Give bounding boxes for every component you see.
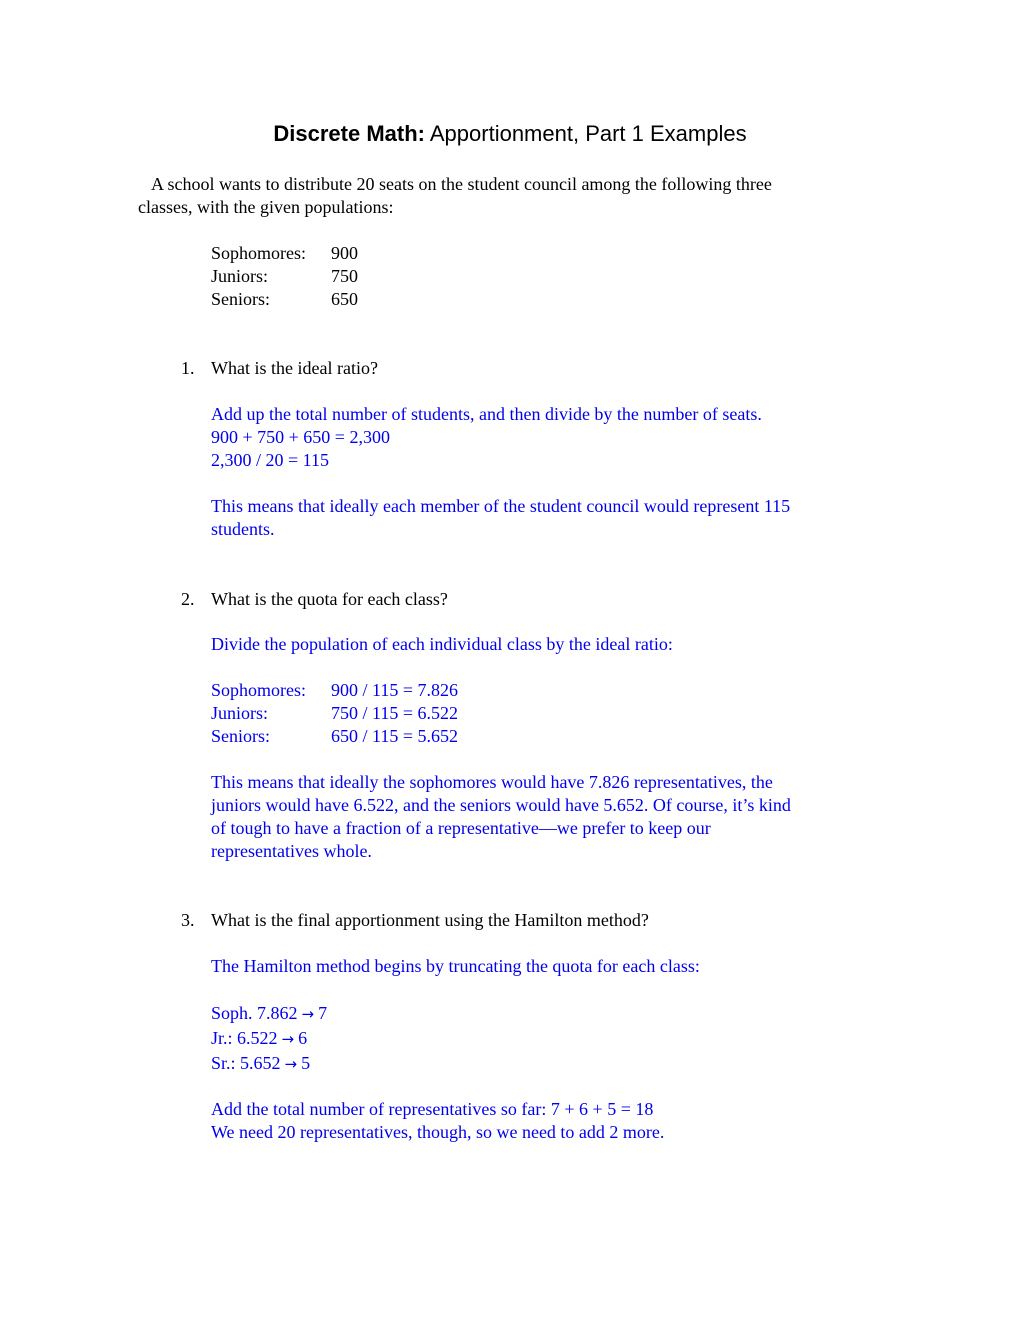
q2-number: 2. — [181, 589, 195, 609]
quota-table — [211, 679, 458, 748]
q1-answer-line: 2,300 / 20 = 115 — [211, 450, 329, 470]
q2-meaning-line: This means that ideally the sophomores would have 7.826 representatives, the — [211, 772, 773, 792]
population-row: Seniors: 650 — [211, 289, 358, 309]
q1-meaning-line: students. — [211, 519, 275, 539]
q3-sum-line: Add the total number of representatives so far: 7 + 6 + 5 = 18 — [211, 1099, 654, 1119]
q3-answer: The Hamilton method begins by truncating the quota for each class: — [211, 956, 700, 976]
q2-answer: Divide the population of each individual class by the ideal ratio: — [211, 634, 673, 654]
q2-meaning-line: of tough to have a fraction of a representative—we prefer to keep our — [211, 818, 711, 838]
q1-meaning-line: This means that ideally each member of the student council would represent 115 — [211, 496, 791, 516]
title-bold: Discrete Math: — [273, 121, 425, 146]
arrow-right-icon: → — [301, 1005, 315, 1023]
arrow-right-icon: → — [284, 1055, 298, 1073]
population-table — [211, 242, 358, 311]
truncation-row: Jr.: 6.522 → 6 — [211, 1028, 308, 1048]
truncation-row: Sr.: 5.652 → 5 — [211, 1053, 311, 1073]
population-row: Sophomores: 900 — [211, 243, 358, 263]
q2-question: What is the quota for each class? — [211, 589, 448, 609]
intro-line-2: classes, with the given populations: — [138, 197, 394, 217]
q3-sum-line: We need 20 representatives, though, so we need to add 2 more. — [211, 1122, 665, 1142]
intro-line-1: A school wants to distribute 20 seats on the student council among the following three — [151, 174, 772, 194]
page-title — [0, 121, 1020, 147]
arrow-right-icon: → — [281, 1030, 295, 1048]
q2-meaning-line: juniors would have 6.522, and the seniors would have 5.652. Of course, it’s kind — [211, 795, 791, 815]
q3-question: What is the final apportionment using the Hamilton method? — [211, 910, 649, 930]
truncation-row: Soph. 7.862 → 7 — [211, 1003, 328, 1023]
q2-meaning-line: representatives whole. — [211, 841, 372, 861]
q1-number: 1. — [181, 358, 195, 378]
q1-question: What is the ideal ratio? — [211, 358, 378, 378]
quota-row: Sophomores: 900 / 115 = 7.826 — [211, 680, 458, 700]
title-rest: Apportionment, Part 1 Examples — [424, 121, 747, 146]
quota-row: Seniors: 650 / 115 = 5.652 — [211, 726, 458, 746]
q1-answer-line: Add up the total number of students, and then divide by the number of seats. — [211, 404, 762, 424]
population-row: Juniors: 750 — [211, 266, 358, 286]
q1-answer-line: 900 + 750 + 650 = 2,300 — [211, 427, 390, 447]
q3-number: 3. — [181, 910, 195, 930]
quota-row: Juniors: 750 / 115 = 6.522 — [211, 703, 458, 723]
